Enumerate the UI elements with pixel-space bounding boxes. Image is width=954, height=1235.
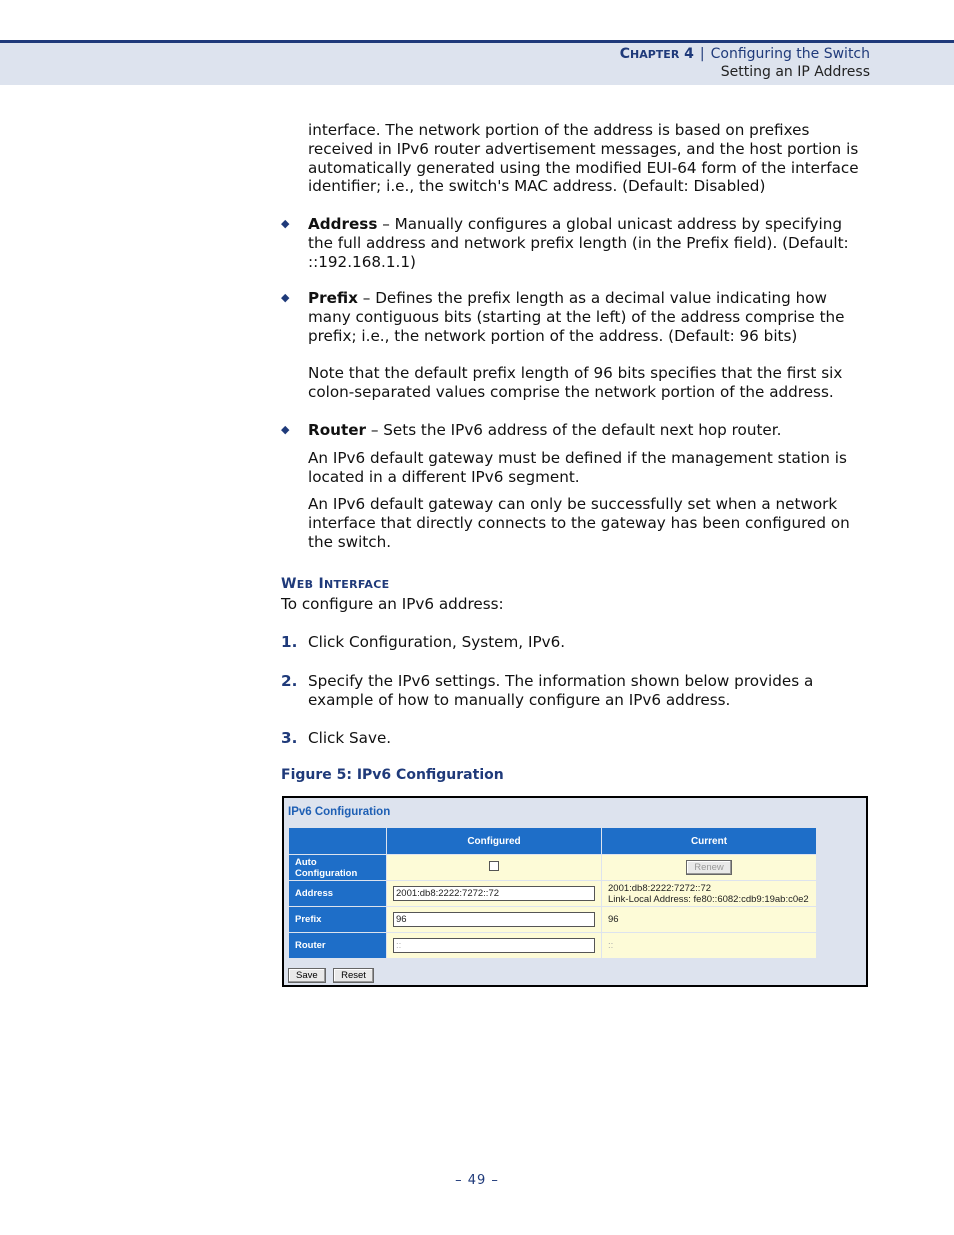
renew-button[interactable]: Renew: [686, 860, 732, 875]
row-label-auto-configuration: Auto Configuration: [289, 855, 386, 880]
step-number: 1.: [281, 633, 298, 651]
step-number: 2.: [281, 672, 298, 690]
ipv6-config-table: [288, 827, 817, 959]
step-text: Specify the IPv6 settings. The information shown below provides a example of how to manually configure an IPv6 address.: [308, 672, 814, 709]
router-note-1: An IPv6 default gateway must be defined if the management station is located in a different IPv6 segment.: [308, 449, 847, 486]
current-link-local-address: Link-Local Address: fe80::6082:cdb9:19ab:c0e2: [608, 893, 809, 905]
renew-cell: [602, 855, 816, 880]
step-number: 3.: [281, 729, 298, 747]
table-row: [289, 907, 816, 932]
row-label-address: Address: [289, 881, 386, 906]
bullet-icon: ◆: [281, 217, 290, 230]
router-item: Router – Sets the IPv6 address of the default next hop router.: [308, 421, 782, 439]
page-number: – 49 –: [455, 1173, 499, 1188]
prefix-item: Prefix – Defines the prefix length as a decimal value indicating how many contiguous bits (starting at the left) of the address comprise the prefix; i.e., the network portion of the address. (Default: 96 bits): [308, 289, 845, 345]
table-header-row: [289, 828, 816, 854]
column-header-current: Current: [602, 828, 816, 854]
prefix-cell: [387, 907, 601, 932]
router-cell: [387, 933, 601, 958]
address-cell: [387, 881, 601, 906]
row-label-prefix: Prefix: [289, 907, 386, 932]
running-header-section: Setting an IP Address: [720, 64, 870, 80]
current-address: [602, 881, 816, 906]
bullet-icon: ◆: [281, 423, 290, 436]
row-label-router: Router: [289, 933, 386, 958]
step-text: Click Save.: [308, 729, 392, 747]
address-input[interactable]: 2001:db8:2222:7272::72: [393, 886, 595, 901]
table-row: [289, 855, 816, 880]
panel-title: IPv6 Configuration: [288, 806, 391, 818]
prefix-note: Note that the default prefix length of 96 bits specifies that the first six colon-separated values comprise the network portion of the address.: [308, 364, 843, 401]
ipv6-config-screenshot: [282, 796, 868, 987]
current-global-address: 2001:db8:2222:7272::72: [608, 882, 712, 894]
header-blank-cell: [289, 828, 386, 854]
running-header-chapter: [620, 45, 870, 64]
save-button[interactable]: Save: [288, 968, 326, 983]
table-row: [289, 881, 816, 906]
chapter-label: CHAPTER 4: [619, 46, 694, 62]
router-input[interactable]: ::: [393, 938, 595, 953]
chapter-title: Configuring the Switch: [710, 46, 870, 62]
prefix-input[interactable]: 96: [393, 912, 595, 927]
step-text: Click Configuration, System, IPv6.: [308, 633, 566, 651]
web-interface-heading: WEB INTERFACE: [281, 576, 390, 592]
bullet-icon: ◆: [281, 291, 290, 304]
form-buttons: [288, 965, 377, 983]
current-prefix: 96: [602, 907, 816, 932]
address-item: Address – Manually configures a global unicast address by specifying the full address and network prefix length (in the Prefix field). (Default: ::192.168.1.1): [308, 215, 849, 271]
reset-button[interactable]: Reset: [333, 968, 374, 983]
table-row: [289, 933, 816, 958]
auto-configuration-checkbox[interactable]: [489, 861, 499, 871]
figure-caption: Figure 5: IPv6 Configuration: [281, 767, 504, 783]
router-note-2: An IPv6 default gateway can only be successfully set when a network interface that directly connects to the gateway has been configured on the switch.: [308, 495, 850, 551]
procedure-lead: To configure an IPv6 address:: [281, 595, 504, 613]
header-separator: |: [699, 46, 705, 62]
current-router: ::: [602, 933, 816, 958]
column-header-configured: Configured: [387, 828, 601, 854]
auto-config-cell: [387, 855, 601, 880]
intro-paragraph: interface. The network portion of the address is based on prefixes received in IPv6 router advertisement messages, and the host portion is automatically generated using the modified EUI-64 form of the interface identifier; i.e., the switch's MAC address. (Default: Disabled): [308, 121, 859, 196]
